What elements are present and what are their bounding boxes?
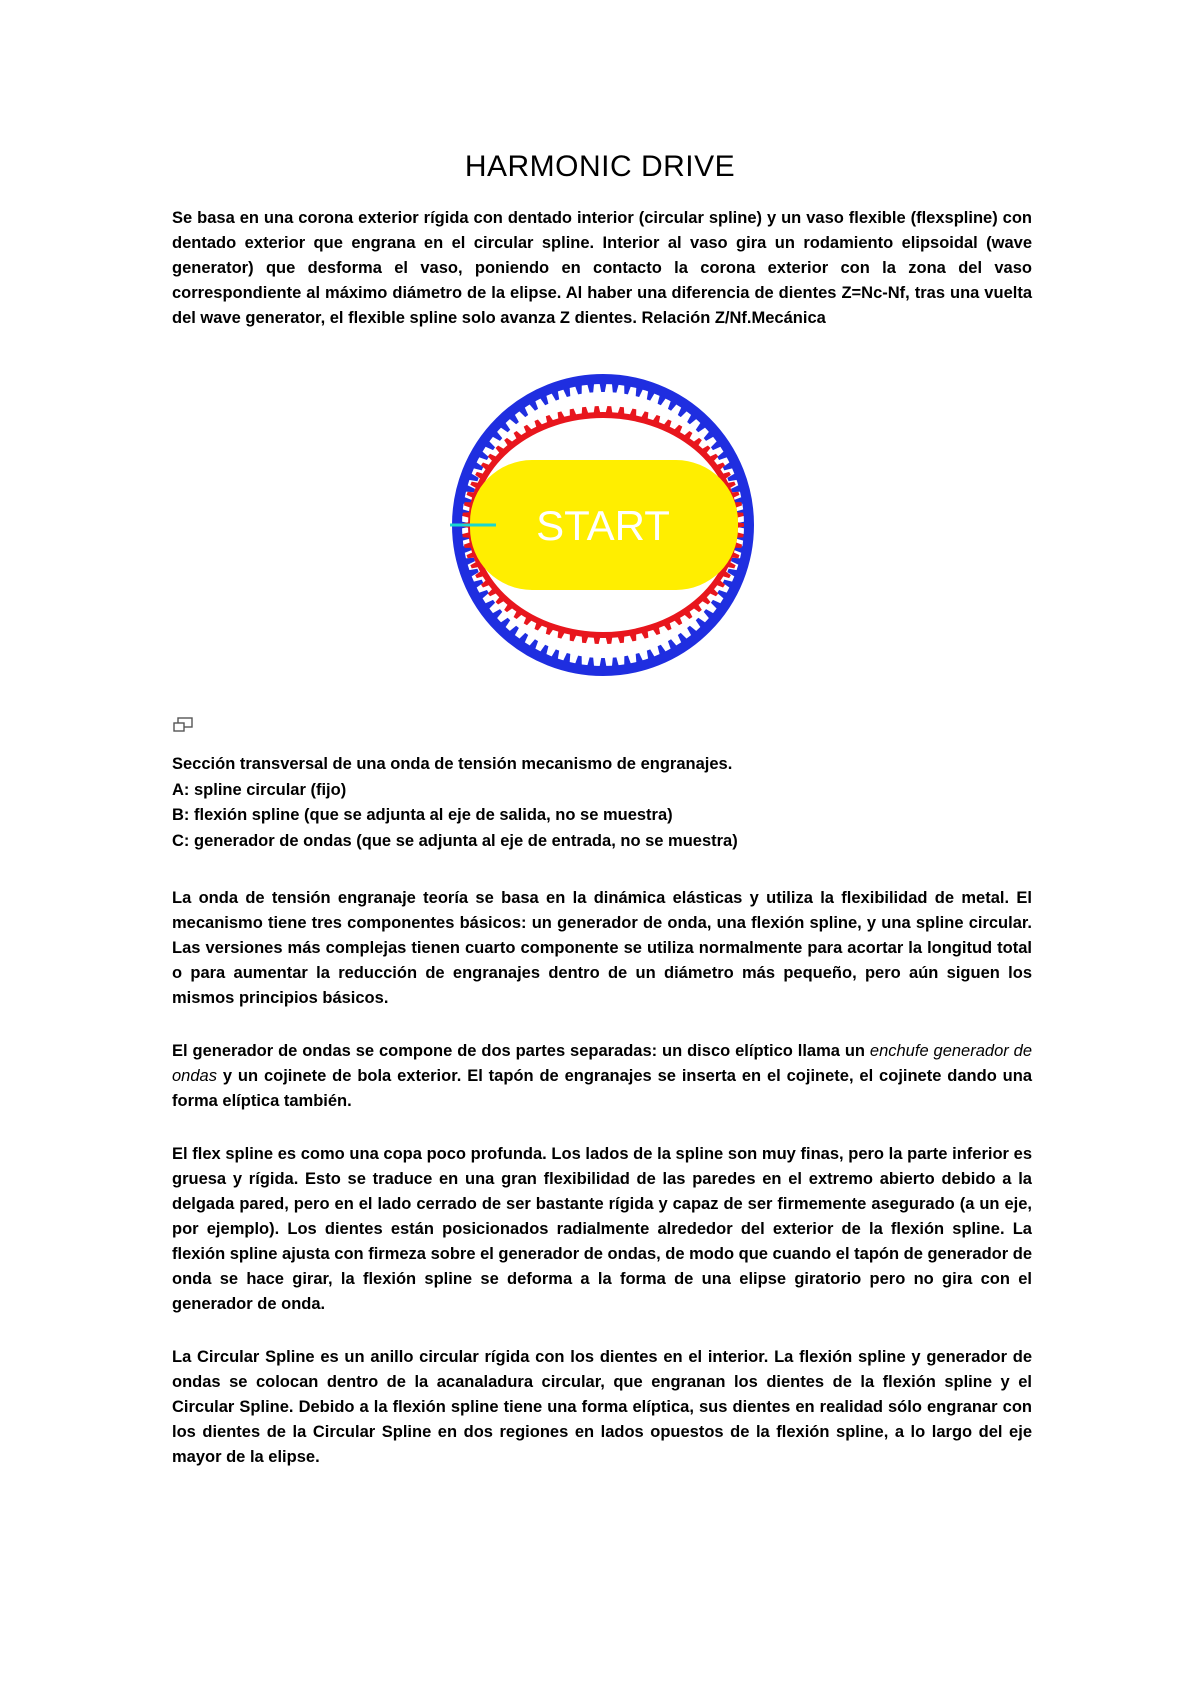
paragraph-text: y un cojinete de bola exterior. El tapón de engranajes se inserta en el cojinete, el cojinete dando una forma elíptica también. <box>172 1067 1032 1110</box>
image-placeholder-icon <box>172 717 194 733</box>
caption-line: B: flexión spline (que se adjunta al eje de salida, no se muestra) <box>172 806 673 824</box>
figure-caption <box>172 752 1032 854</box>
page-title: HARMONIC DRIVE <box>464 150 736 183</box>
body-paragraph: La Circular Spline es un anillo circular rígida con los dientes en el interior. La flexión spline y generador de ondas se colocan dentro de la acanaladura circular, que engranan los dientes de la flexión spline y el Circular Spline. Debido a la flexión spline tiene una forma elíptica, sus dientes en realidad sólo engranar con los dientes de la Circular Spline en dos regiones en lados opuestos de la flexión spline, a lo largo del eje mayor de la elipse. <box>172 1348 1032 1466</box>
caption-line: Sección transversal de una onda de tensión mecanismo de engranajes. <box>172 755 733 773</box>
body-paragraph <box>172 1039 1032 1114</box>
harmonic-drive-diagram[interactable] <box>448 370 758 680</box>
body-paragraph: La onda de tensión engranaje teoría se basa en la dinámica elásticas y utiliza la flexibilidad de metal. El mecanismo tiene tres componentes básicos: un generador de onda, una flexión spline, y una spline circular. Las versiones más complejas tienen cuarto componente se utiliza normalmente para acortar la longitud total o para aumentar la reducción de engranajes dentro de un diámetro más pequeño, pero aún siguen los mismos principios básicos. <box>172 889 1032 1007</box>
paragraph-text: El generador de ondas se compone de dos partes separadas: un disco elíptico llama un <box>172 1042 870 1060</box>
caption-line: C: generador de ondas (que se adjunta al eje de entrada, no se muestra) <box>172 831 738 850</box>
start-button-label[interactable]: START <box>536 502 670 549</box>
paragraph-emphasis: enchufe generador de ondas <box>172 1042 1032 1085</box>
body-paragraph: El flex spline es como una copa poco profunda. Los lados de la spline son muy finas, pero la parte inferior es gruesa y rígida. Esto se traduce en una gran flexibilidad de las paredes en el extremo abierto debido a la delgada pared, pero en el lado cerrado de ser bastante rígida y capaz de ser firmemente asegurado (a un eje, por ejemplo). Los dientes están posicionados radialmente alrededor del exterior de la flexión spline. La flexión spline ajusta con firmeza sobre el generador de ondas, de modo que cuando el tapón de generador de onda se hace girar, la flexión spline se deforma a la forma de una elipse giratorio pero no gira con el generador de onda. <box>172 1145 1033 1313</box>
caption-line: A: spline circular (fijo) <box>172 780 347 799</box>
intro-paragraph: Se basa en una corona exterior rígida con dentado interior (circular spline) y un vaso flexible (flexspline) con dentado exterior que engrana en el circular spline. Interior al vaso gira un rodamiento elipsoidal (wave generator) que desforma el vaso, poniendo en contacto la corona exterior con la zona del vaso correspondiente al máximo diámetro de la elipse. Al haber una diferencia de dientes Z=Nc-Nf, tras una vuelta del wave generator, el flexible spline solo avanza Z dientes. Relación Z/Nf.Mecánica <box>172 209 1032 327</box>
